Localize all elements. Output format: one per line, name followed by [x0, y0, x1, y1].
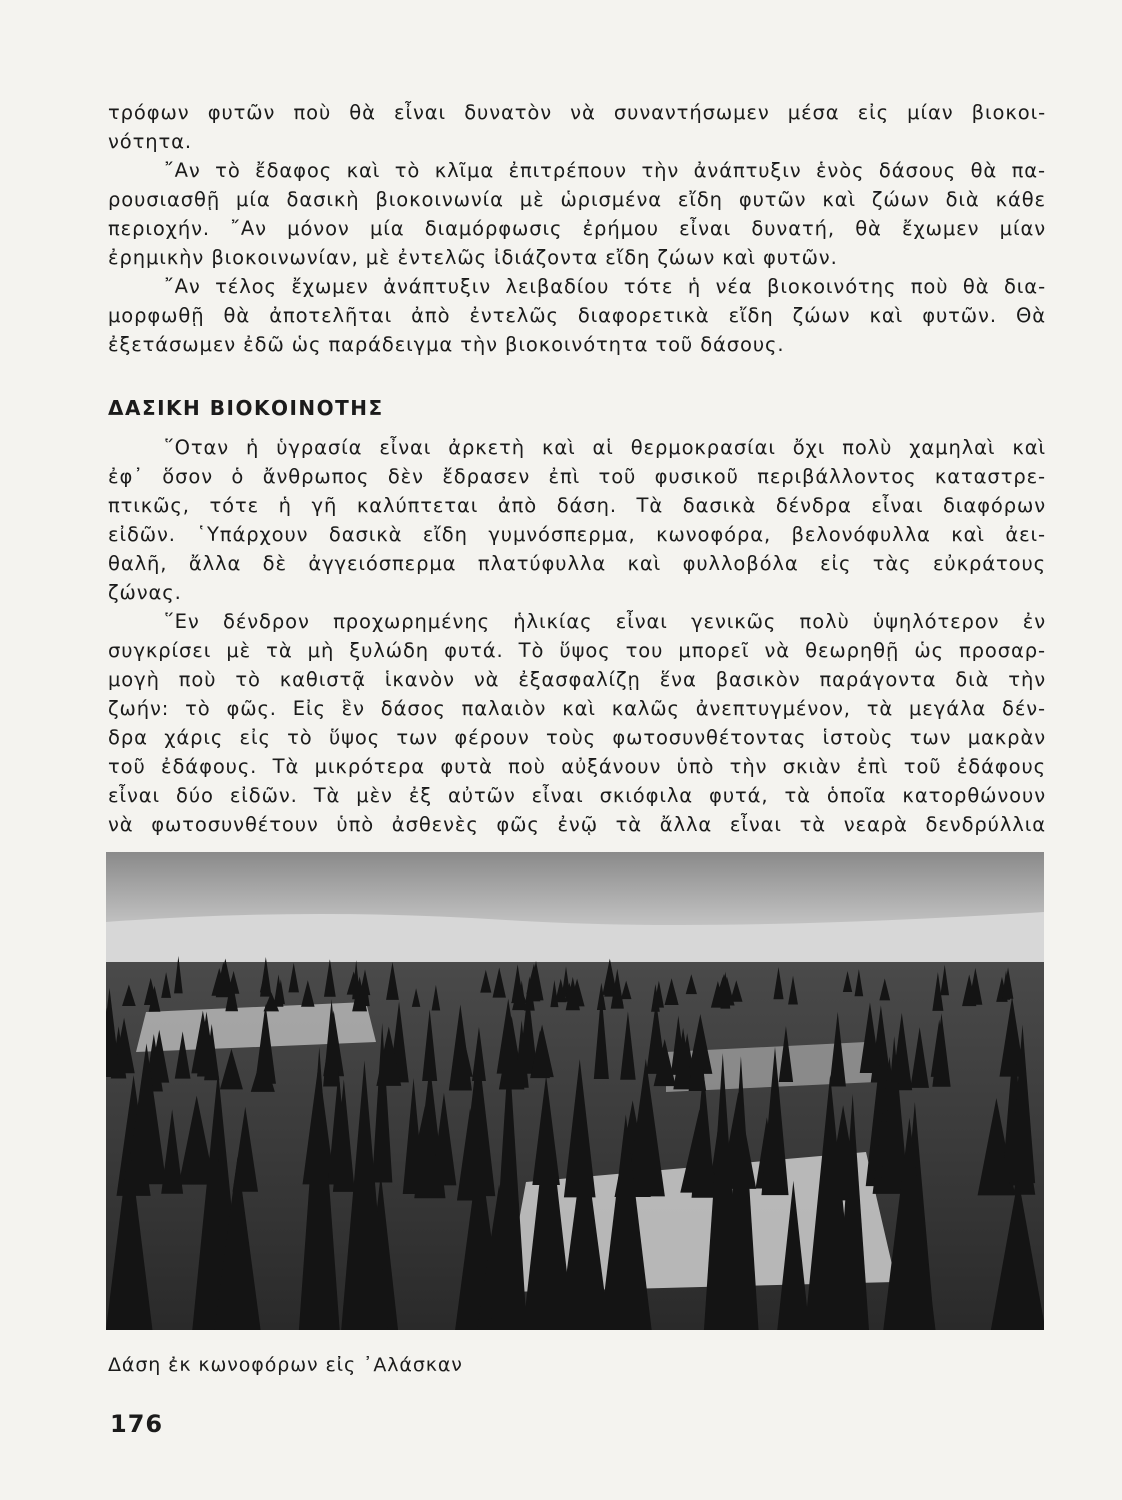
forest-illustration [106, 852, 1044, 1330]
text-line: περιοχήν. ῎Αν μόνον μία διαμόρφωσις ἐρήμου εἶναι δυνατή, θὰ ἔχωμεν μίαν [108, 217, 1046, 240]
text-line: ῞Εν δένδρον προχωρημένης ἡλικίας εἶναι γενικῶς πολὺ ὑψηλότερον ἐν [164, 610, 1046, 633]
text-line: συγκρίσει μὲ τὰ μὴ ξυλώδη φυτά. Τὸ ὕψος του μπορεῖ νὰ θεωρηθῇ ὡς προσαρ- [108, 639, 1046, 662]
section-paragraphs [108, 433, 1046, 839]
text-line: τοῦ ἐδάφους. Τὰ μικρότερα φυτὰ ποὺ αὐξάνουν ὑπὸ τὴν σκιὰν ἐπὶ τοῦ ἐδάφους [108, 755, 1046, 778]
text-line: ἐφ᾿ ὅσον ὁ ἄνθρωπος δὲν ἔδρασεν ἐπὶ τοῦ φυσικοῦ περιβάλλοντος καταστρε- [108, 465, 1046, 488]
text-line: ῎Αν τὸ ἔδαφος καὶ τὸ κλῖμα ἐπιτρέπουν τὴν ἀνάπτυξιν ἑνὸς δάσους θὰ πα- [164, 159, 1046, 182]
text-line: μορφωθῇ θὰ ἀποτελῆται ἀπὸ ἐντελῶς διαφορετικὰ εἴδη ζώων καὶ φυτῶν. Θὰ [108, 304, 1046, 327]
text-line: μογὴ ποὺ τὸ καθιστᾷ ἱκανὸν νὰ ἐξασφαλίζῃ ἕνα βασικὸν παράγοντα διὰ τὴν [108, 668, 1046, 691]
text-line: δρα χάρις εἰς τὸ ὕψος των φέρουν τοὺς φωτοσυνθέτοντας ἱστοὺς των μακρὰν [108, 726, 1046, 749]
text-line: εἶναι δύο εἰδῶν. Τὰ μὲν ἐξ αὐτῶν εἶναι σκιόφιλα φυτά, τὰ ὁποῖα κατορθώνουν [108, 784, 1046, 807]
text-line: ρουσιασθῇ μία δασικὴ βιοκοινωνία μὲ ὡρισμένα εἴδη φυτῶν καὶ ζώων διὰ κάθε [108, 188, 1046, 211]
text-line: ἐρημικὴν βιοκοινωνίαν, μὲ ἐντελῶς ἰδιάζοντα εἴδη ζώων καὶ φυτῶν. [108, 246, 838, 269]
text-line: θαλῆ, ἄλλα δὲ ἀγγειόσπερμα πλατύφυλλα καὶ φυλλοβόλα εἰς τὰς εὐκράτους [108, 552, 1046, 575]
page-number: 176 [110, 1410, 164, 1438]
text-line: ῞Οταν ἡ ὑγρασία εἶναι ἀρκετὴ καὶ αἱ θερμοκρασίαι ὄχι πολὺ χαμηλαὶ καὶ [164, 436, 1046, 459]
text-line: ῎Αν τέλος ἔχωμεν ἀνάπτυξιν λειβαδίου τότε ἡ νέα βιοκοινότης ποὺ θὰ δια- [164, 275, 1046, 298]
text-line: εἰδῶν. ῾Υπάρχουν δασικὰ εἴδη γυμνόσπερμα, κωνοφόρα, βελονόφυλλα καὶ ἀει- [108, 523, 1046, 546]
text-line: πτικῶς, τότε ἡ γῆ καλύπτεται ἀπὸ δάση. Τὰ δασικὰ δένδρα εἶναι διαφόρων [108, 494, 1046, 517]
forest-photo [106, 852, 1044, 1330]
text-line: ἐξετάσωμεν ἐδῶ ὡς παράδειγμα τὴν βιοκοινότητα τοῦ δάσους. [108, 333, 785, 356]
section-heading: ΔΑΣΙΚΗ ΒΙΟΚΟΙΝΟΤΗΣ [108, 396, 384, 420]
text-line: ζώνας. [108, 581, 182, 604]
text-line: νὰ φωτοσυνθέτουν ὑπὸ ἀσθενὲς φῶς ἐνῷ τὰ ἄλλα εἶναι τὰ νεαρὰ δενδρύλλια [108, 813, 1046, 836]
intro-paragraphs [108, 98, 1046, 359]
photo-caption: Δάση ἐκ κωνοφόρων εἰς ᾿Αλάσκαν [108, 1354, 463, 1376]
text-line: ζωήν: τὸ φῶς. Εἰς ἓν δάσος παλαιὸν καὶ καλῶς ἀνεπτυγμένον, τὰ μεγάλα δέν- [108, 697, 1046, 720]
text-line: τρόφων φυτῶν ποὺ θὰ εἶναι δυνατὸν νὰ συναντήσωμεν μέσα εἰς μίαν βιοκοι- [108, 101, 1046, 124]
text-line: νότητα. [108, 130, 193, 153]
